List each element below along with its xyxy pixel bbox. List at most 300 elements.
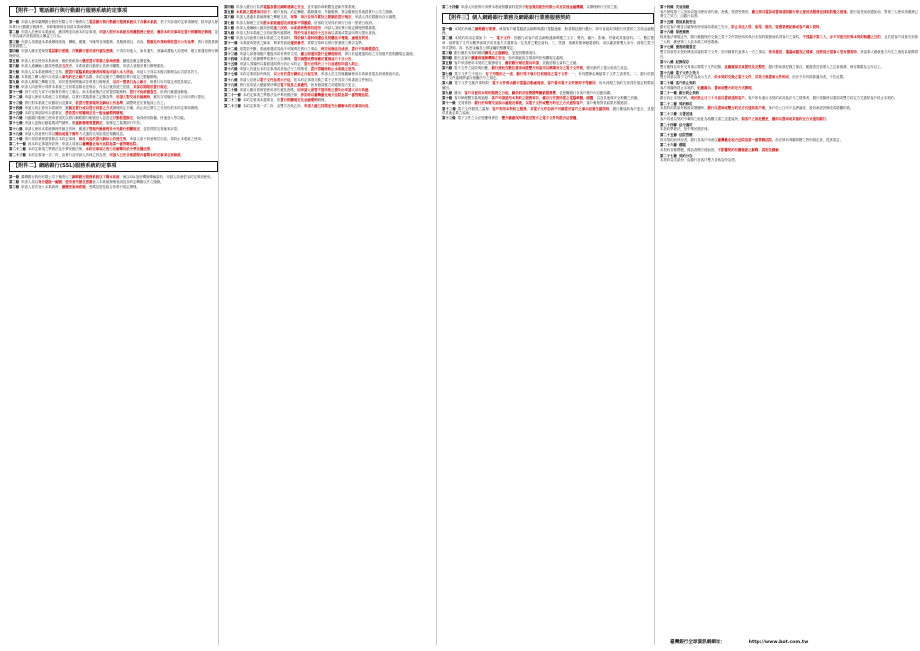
article-emphasis: 致交易無法完成者，貴行不負賠償責任 — [320, 46, 379, 51]
article-number: 第六條 — [9, 64, 20, 69]
article-emphasis: 依本契約交換之電子文件，其效力與書面文件相同 — [714, 75, 789, 80]
article-number: 第六條 — [224, 15, 235, 20]
contact-label: 臺灣銀行全球資訊網網址： — [670, 640, 726, 645]
article-item — [442, 107, 654, 116]
article-number: 第二十一條 — [660, 91, 677, 96]
article-number: 第十九條 — [224, 82, 238, 87]
article-item — [660, 30, 918, 44]
article-number: 第一條 — [442, 26, 453, 31]
article-text: 雙方同意以電子文件作為表示方法， — [660, 75, 715, 80]
article-number: 第七條 — [9, 69, 20, 74]
article-text: 申請人如發現帳戶遭盜用或有異常交易， — [239, 51, 301, 56]
article-item — [660, 102, 918, 111]
article-item — [9, 49, 218, 58]
article-number: 第九條 — [9, 79, 20, 84]
article-text: ，該當事人應就他方所生之損害負賠償責任。 — [660, 49, 919, 59]
article-item — [9, 132, 218, 137]
article-text: ，應於網頁上提示收到之訊息。 — [583, 66, 631, 71]
article-emphasis: 依貴行營業場所及網站公告為準 — [75, 100, 123, 105]
article-text: 客戶軟硬體安裝與風險： — [454, 96, 492, 101]
article-list — [442, 27, 654, 121]
article-emphasis: 限額及作業時間依貴行公告為準 — [146, 39, 195, 44]
article-number: 第二條 — [9, 29, 20, 34]
article-emphasis: 並應確保其真實性及完整性 — [724, 64, 766, 69]
article-item — [9, 111, 218, 116]
article-number: 第二條 — [9, 180, 20, 185]
article-text: 電子文件交換作業時限： — [454, 81, 493, 86]
article-heading: 法院管轄 — [678, 132, 693, 137]
article-text: 電子文件之不執行： — [454, 71, 486, 76]
article-text: ，原綁定之裝置即行失效。 — [102, 121, 144, 126]
article-number: 第十條 — [9, 85, 20, 90]
article-heading: 交易風險 — [675, 5, 690, 9]
article-item — [224, 78, 436, 83]
article-text: ，貴行得視業務需要調整之。 — [9, 39, 219, 49]
article-item — [660, 112, 918, 121]
article-emphasis: 經貴行電腦系統記錄者即視為申請人本人所為 — [65, 69, 134, 74]
article-emphasis: 客戶申請使用本契約之服務項目，應自行安裝所需之電腦軟體、硬體 — [491, 96, 594, 101]
article-item — [224, 83, 436, 88]
article-text: ，嗣後並應定期更換。 — [119, 59, 154, 64]
article-emphasis: 財金資訊股份有限公司及其他金融機構 — [525, 5, 584, 9]
article-emphasis: 事先約定之帳戶 — [61, 74, 86, 79]
article-text: 帳戶查詢、約定轉帳、繳納費用、外匯服務、基金服務及其他經貴行公告之服務。 — [273, 10, 396, 15]
article-emphasis: 應立即以電話或書面通知銀行停止使用該服務並採取防範之措施 — [751, 9, 847, 14]
article-number: 第二十一條 — [224, 93, 241, 98]
article-emphasis: 申請人對於本系統及相關服務之使用，應依本約定事項及貴行相關規定辦理 — [99, 29, 212, 34]
article-emphasis: 本系統之服務項目如下： — [236, 10, 274, 15]
article-emphasis: 得於交易日起四十五日內 — [293, 30, 332, 35]
article-text: 因不可抗力或不可歸責於貴行之事由，致本系統無法正常提供服務時， — [24, 90, 130, 95]
article-text: 申請人連續輸入錯誤密碼達 — [21, 64, 62, 69]
article-heading: 文書送達 — [678, 112, 693, 117]
article-emphasis: 防止非法入侵、取得、竄改、毀損業務紀錄或客戶個人資料 — [731, 24, 820, 29]
article-text: ，依下列各項約定事項辦理，除申請人使用貴行行動銀行服務外，其餘服務項目均經本系統辦理。 — [9, 20, 219, 29]
article-emphasis: 申請人確已詳閱並充分瞭解本約定事項內容 — [303, 103, 369, 108]
article-item — [224, 52, 436, 57]
article-text: 申請人同意貴行得將本系統之交易電話錄音並保存，作為日後查證之依據， — [21, 85, 134, 90]
article-emphasis: 達三次時，本系統即暫停其使用 — [273, 25, 321, 30]
article-text: 。 — [354, 67, 359, 72]
article-item — [9, 85, 218, 90]
article-text: 申請人連續輸入錯誤密碼 — [236, 25, 274, 30]
article-text: 。 — [351, 56, 355, 61]
article-emphasis: 每筆、每日及每月累計之限額依貴行規定 — [290, 15, 352, 20]
article-number: 第二十六條 — [660, 143, 677, 148]
article-list — [442, 5, 654, 10]
article-item — [442, 51, 654, 56]
article-number: 第一條 — [9, 175, 20, 180]
article-text: 雙方同意依本契約傳送或接收電子文件，因可歸責於當事人一方之事由， — [660, 49, 769, 54]
article-emphasis: 電話銀行密碼、行動銀行使用者代號及密碼 — [48, 49, 113, 54]
article-text: 本契約各條標題，僅為查閱方便而設， — [660, 147, 718, 152]
article-item — [660, 71, 918, 80]
article-emphasis: 銀行接收含數位簽章或經雙方同意用以辨識身分之電子文件後 — [491, 66, 584, 71]
article-number: 第一條 — [9, 20, 20, 24]
article-number: 第二十四條 — [442, 5, 459, 9]
article-text: 。 — [368, 36, 372, 41]
article-text: 銀行應於本契約載明 — [454, 50, 485, 55]
article-text: 客戶得隨時終止本契約， — [660, 85, 698, 90]
article-text: 本契約準據法，依中華民國法律。 — [660, 127, 711, 132]
article-text: ，不得告知他人；如有遺失、被竊或遭他人知悉時，應立即通知貴行辦理停用。 — [9, 49, 219, 58]
article-text: 。但法律有專屬管轄之特別規定者，從其規定。 — [771, 137, 844, 142]
article-emphasis: 貴行不負賠償責任 — [129, 90, 157, 95]
article-number: 第十八條 — [9, 126, 23, 131]
article-text: 除其他法律規定外，銀行應確保所交換之電子文件因使用或執行本契約服務而取得客戶之資料， — [660, 34, 803, 39]
article-number: 第十二條 — [224, 46, 238, 51]
website-link[interactable]: http://www.bot.com.tw — [748, 640, 809, 645]
article-item — [9, 121, 218, 126]
article-text: 本系統之轉入帳戶以申請人 — [21, 74, 62, 79]
article-text: ，係指客戶端電腦經由網路與銀行電腦連線，無須親赴銀行櫃台，即可直接取得銀行所提供之各項金融服務。 — [442, 26, 655, 36]
article-number: 第十九條 — [9, 131, 23, 136]
article-list — [224, 5, 436, 108]
article-text: 申請人對本系統之交易紀錄有疑義時， — [236, 30, 294, 35]
article-item — [442, 5, 654, 10]
article-number: 第三條 — [442, 50, 453, 55]
article-item — [224, 26, 436, 31]
article-item — [9, 40, 218, 49]
article-text: ，並不得為違法或損害他人權益之行為。 — [9, 29, 219, 39]
article-text: 以書面或電話向貴行提出查詢。 — [331, 30, 379, 35]
article-heading: 銀行終止契約 — [678, 91, 700, 96]
article-number: 第八條 — [224, 25, 235, 30]
article-number: 第九條 — [224, 30, 235, 35]
article-text: ，如有瑕疵致生損害時依相關規定處理。 — [505, 55, 567, 60]
article-text: ，客戶於七日內不為異議者，視同承認該修改或增刪約款。 — [765, 106, 854, 111]
article-text: ，但貴行應盡速修復。 — [156, 90, 191, 95]
article-item — [9, 175, 218, 180]
article-text: 申請人得透過本系統辦理查詢、轉帳、繳費、外匯等各項服務，其服務項目、內容、 — [21, 39, 147, 44]
article-number: 第三條 — [9, 185, 20, 190]
article-number: 第四條 — [9, 49, 20, 54]
article-number: 第十四條 — [9, 105, 23, 110]
article-text: 申請人辦理之交易 — [236, 20, 264, 25]
article-emphasis: 客戶自使用本契約服務之日起，願依約定收費標準繳納服務費 — [464, 91, 556, 96]
article-item — [660, 20, 918, 29]
article-number: 第二十二條 — [660, 101, 677, 106]
article-text: 者，本系統即自動停止其使用權限，申請人須親至貴行辦理重設。 — [68, 64, 167, 69]
article-number: 第九條 — [442, 91, 453, 96]
article-item — [224, 21, 436, 26]
article-emphasis: 僅供參考 — [290, 41, 304, 46]
article-number: 第二十七條 — [660, 153, 677, 158]
article-item — [9, 106, 218, 111]
article-emphasis: 管理外匯條例及中央銀行相關規定 — [88, 126, 140, 131]
article-item — [442, 36, 654, 50]
article-number: 第四條 — [224, 5, 235, 9]
article-emphasis: 臺灣臺北地方法院為第一審管轄法院 — [717, 137, 772, 142]
article-text: 。銀行接受前項通知前，對第三人使用該服務已發生之效力，由銀行負責。 — [660, 9, 919, 19]
article-list — [9, 20, 218, 157]
article-text: 電子文件錯誤之處理： — [457, 106, 493, 111]
article-text: 申請人更換行動裝置或門號時，應 — [24, 121, 76, 126]
article-text: 申請人同意以 — [239, 77, 260, 82]
article-item — [660, 143, 918, 152]
article-text: 。 — [136, 142, 140, 147]
article-emphasis: 五次 — [61, 64, 69, 69]
article-number: 第二十二條 — [9, 147, 26, 152]
article-emphasis: 修訂內容於貴行網站公告後生效 — [78, 136, 127, 141]
article-item — [442, 27, 654, 36]
article-text: 。客戶如有違反本契約或其他法令之情事者，銀行得隨時以書面或雙方約定方式通知客戶終止本契約。 — [744, 96, 898, 100]
article-item — [9, 147, 218, 152]
article-emphasis: 申請人已於合理期間內審閱本約定事項全部條款 — [109, 152, 181, 157]
article-emphasis: 貴行調整收費時應於實施前六十日公告 — [293, 56, 352, 61]
article-emphasis: 以公告於貴行網站之日起生效 — [273, 72, 318, 77]
article-item — [9, 137, 218, 142]
article-text: ，申請人得於限額內自行調整。 — [351, 15, 399, 20]
article-text: ：指銀行或客戶經由網路連線傳遞之文字、聲音、圖片、影像、符號或其他資料。二、數位簽章：指將電子文件以數學演算法或其他方式運算為一定長度之數位資料。三、憑證：指載有簽章驗證資料，用以確認簽署人身分、資格之電子形式證明。四、私密金鑰及公開金鑰依相關規定。 — [442, 36, 655, 50]
article-number: 第十三條 — [224, 51, 238, 56]
article-text: ，申請人如不同意修訂內容，得終止本系統之使用。 — [126, 136, 205, 141]
article-text: 辦理終止手續，終止前已發生之交易仍依本約定事項辦理。 — [112, 105, 201, 110]
article-number: 第十五條 — [9, 111, 23, 115]
article-emphasis: 身分證統一編號、使用者代號及密碼 — [38, 180, 93, 185]
article-emphasis: 致有遲延、遺漏或錯誤之情事，而致他方當事人受有損害時 — [768, 49, 857, 54]
article-text: 客戶申請使用本契約之服務項目， — [454, 61, 506, 66]
article-text: 申請人得隨時以書面通知貴行終止本約定， — [239, 62, 304, 67]
article-item — [442, 116, 654, 121]
article-number: 第十六條 — [224, 67, 238, 72]
article-list — [9, 175, 218, 190]
article-item — [224, 88, 436, 93]
column-4 — [657, 5, 920, 646]
article-text: 雙方應保存所有交易指示類電子文件紀錄， — [660, 64, 725, 69]
article-text: 交易核對： — [457, 101, 475, 106]
article-number: 第十三條 — [9, 100, 23, 105]
article-item — [224, 47, 436, 52]
article-text: 本系統所提供之匯率、利率等資訊 — [239, 41, 291, 46]
article-number: 第六條 — [442, 66, 453, 71]
article-text: 銀行終止本契約時， — [660, 96, 691, 100]
article-item — [9, 101, 218, 106]
article-text: 申請人應自行負責 — [236, 5, 264, 9]
article-text: 本系統之收費標準依貴行公告辦理， — [239, 56, 294, 61]
article-emphasis: 應立即通知貴行並辦理停用 — [300, 51, 342, 56]
article-text: ，始得使用推播、快速登入等功能。 — [133, 116, 188, 121]
article-item — [224, 72, 436, 77]
article-text: ，係以SSL加密機制傳輸資料，申請人同意依本約定事項使用。 — [119, 175, 214, 180]
article-text: ，申請人於生效後繼續使用本系統者視為同意修改內容。 — [317, 72, 403, 77]
article-number: 第八條 — [442, 81, 453, 86]
article-text: 本契約約款如有修改或增刪時， — [660, 106, 708, 111]
article-number: 第十一條 — [224, 41, 238, 46]
article-text: 申請人首次登入本系統時， — [21, 185, 62, 190]
article-item — [9, 70, 218, 75]
article-text: ，銀行應協助客戶更正，並提供其他必要之協助。 — [442, 106, 655, 116]
section-title-ssl: 【附件二】網路銀行(SSL)服務系統約定事項 — [9, 161, 218, 172]
article-text: 。 — [778, 147, 783, 152]
article-number: 第四條 — [442, 55, 453, 60]
article-text: 。 — [819, 24, 823, 29]
article-number: 第十三條 — [442, 116, 456, 121]
article-item — [224, 5, 436, 10]
article-item — [224, 15, 436, 20]
article-number: 第十七條 — [224, 72, 238, 77]
article-text: 申請人以本系統辦理之交易， — [21, 69, 66, 74]
article-emphasis: 不影響契約有關條款之解釋、說明及瞭解 — [717, 147, 779, 152]
article-number: 第十二條 — [9, 95, 23, 100]
section-title-phone-banking: 【附件一】電話銀行與行動銀行服務系統約定事項 — [9, 6, 218, 17]
article-number: 第十八條 — [660, 60, 674, 65]
article-item — [660, 91, 918, 100]
article-heading: 電子文件之效力 — [675, 70, 700, 75]
article-item — [660, 133, 918, 142]
article-item — [660, 5, 918, 19]
article-text: 申請人同意貴行得以 — [24, 131, 56, 136]
article-heading: 保密義務 — [675, 30, 690, 35]
article-text: 。 — [751, 85, 755, 90]
article-number: 第十六條 — [660, 30, 674, 35]
article-text: 。 — [368, 88, 372, 92]
article-number: 第十八條 — [224, 77, 238, 82]
article-number: 第二十三條 — [224, 103, 241, 108]
article-text: ，依本約定事項交換之電子文件其效力與書面文件相同。 — [290, 77, 376, 82]
article-item — [442, 72, 654, 81]
article-emphasis: 重新辦理裝置綁定 — [75, 121, 103, 126]
article-item — [224, 57, 436, 62]
article-text: 。 — [368, 93, 372, 98]
article-text: 本約定事項之準據法為中華民國法律， — [27, 147, 86, 152]
article-text: 電子文件之合法授權與責任： — [457, 116, 502, 121]
article-item — [442, 66, 654, 71]
article-item — [9, 64, 218, 69]
article-emphasis: 電子文件係由銀行電腦自動處理者，客戶發出電子文件後即不得撤回 — [492, 81, 596, 86]
article-text: 辦理。 — [317, 98, 328, 103]
article-item — [224, 98, 436, 103]
article-emphasis: 應依銀行規定提出申請 — [505, 61, 539, 66]
article-text: ，以及其他與安全相關之設備。 — [593, 96, 641, 101]
article-emphasis: 因申請人保管不當所致之損失由申請人自行負擔 — [297, 88, 369, 92]
article-item — [9, 127, 218, 132]
article-text: 申請人得以 — [21, 180, 39, 185]
article-list — [660, 5, 918, 163]
article-text: 因本約定事項涉訟時，申請人同意以 — [27, 142, 83, 147]
article-number: 第十七條 — [9, 121, 23, 126]
article-text: 因本契約而涉訟者，銀行及客戶同意以 — [660, 137, 718, 142]
article-text: ，但預約交易得於執行日前一營業日取消。 — [310, 20, 376, 25]
article-text: ，且於經客戶同意告知第三人時，應使第三人負本條之保密義務。 — [660, 34, 919, 44]
article-text: 客戶發現第三人冒用或盜用使用者代號、密碼、憑證等情形， — [660, 9, 752, 14]
article-item — [442, 81, 654, 90]
column-1 — [6, 5, 221, 646]
article-text: 。 — [358, 62, 362, 67]
article-number: 第二十二條 — [224, 98, 241, 103]
article-number: 第十五條 — [224, 62, 238, 67]
article-heading: 損害賠償責任 — [675, 45, 696, 50]
article-emphasis: 經本系統確認完成後即不得撤銷 — [263, 20, 311, 25]
article-text: 本約定事項未盡事宜，依 — [242, 98, 281, 103]
article-number: 第五條 — [9, 59, 20, 64]
article-emphasis: 變更貴行寄發之原始密碼 — [82, 59, 120, 64]
article-text: 行動銀行服務之使用者須先以貴行網路銀行帳號登入並設定 — [24, 116, 113, 121]
column-3 — [439, 5, 657, 646]
article-text: ，實際交易時以貴行營業時之牌告為準。 — [303, 41, 366, 46]
article-text: 申請人同意貴行就本系統之交易資料， — [236, 36, 294, 41]
article-text: ，申請人不得以未親自辦理為由否認其效力。 — [133, 69, 201, 74]
article-item — [9, 75, 218, 80]
article-emphasis: 以次一營業日為入帳日 — [112, 79, 147, 84]
article-text: ，貴行於接獲通知前之交易損失依相關規定處理。 — [341, 51, 416, 56]
article-text: 因電信中斷、系統維護或其他不可歸責於貴行之事由， — [239, 46, 321, 51]
article-emphasis: 網頁之正確網址 — [484, 50, 509, 55]
article-item — [660, 81, 918, 90]
article-text: 本約定事項如有修改， — [239, 72, 274, 77]
article-text: 。 — [378, 46, 382, 51]
article-item — [9, 30, 218, 39]
article-heading: 紀錄保存 — [675, 60, 690, 65]
article-emphasis: 行動裝置綁定 — [112, 116, 134, 121]
article-item — [9, 20, 218, 29]
article-text: ，並提供服務項目。 — [508, 50, 539, 55]
article-item — [9, 185, 218, 190]
article-text: 客戶同意以契約中載明之地址為相關文書之送達處所， — [660, 116, 742, 121]
contact-line — [670, 639, 808, 645]
article-text: ，如有錯誤應立即通知他方更正。 — [307, 82, 359, 87]
article-text: 登入本系統辦理查詢及非約定轉帳以外之服務。 — [92, 180, 164, 185]
article-text: 申請人於使用本系統前，應詳閱並同意本約定事項， — [21, 29, 100, 34]
article-item — [660, 45, 918, 59]
article-item — [442, 91, 654, 96]
article-text: ，並授權銀行自客戶帳戶內自動扣繳。 — [555, 91, 614, 96]
article-item — [660, 60, 918, 69]
article-number: 第十九條 — [660, 70, 674, 75]
article-text: 本約定事項如有未盡事宜， — [24, 111, 66, 115]
article-emphasis: 電子文件為表示方法 — [259, 77, 291, 82]
article-text: 費用： — [454, 91, 465, 96]
article-text: 申請人應妥善保管 — [21, 49, 49, 54]
article-text: 電子文件之接收與回應， — [454, 66, 492, 71]
article-text: ，密碼長度及組合依貴行規定辦理。 — [85, 185, 140, 190]
column-2 — [221, 5, 439, 646]
article-emphasis: 其保存期限依貴行規定 — [133, 85, 167, 90]
article-text: ，客戶應核對其結果有無錯誤。 — [583, 101, 631, 106]
article-emphasis: 本約定事項之效力及解釋均依中華民國法律 — [85, 147, 151, 152]
article-text: ，以辦理跨行交易之需。 — [583, 5, 621, 9]
article-emphasis: 電腦設備及網路連線之安全 — [263, 5, 304, 9]
article-text: ，並確認個人資料之正確。 — [538, 61, 580, 66]
article-number: 第十條 — [442, 96, 453, 101]
article-text: ，申請人須依貴行規定辦理密碼重置。 — [320, 25, 379, 30]
article-number: 第二十五條 — [660, 132, 677, 137]
article-emphasis: 簡訊或電子郵件 — [55, 131, 79, 136]
article-number: 第十六條 — [9, 116, 23, 121]
article-emphasis: 應確保連線機制之安全 — [471, 55, 506, 60]
article-number: 第二十條 — [224, 88, 238, 92]
article-heading: 法令適用 — [678, 122, 693, 127]
article-item — [660, 154, 918, 163]
article-text: 。 — [166, 85, 171, 90]
article-number: 第二十條 — [9, 136, 23, 141]
article-heading: 契約分存 — [678, 153, 693, 158]
article-item — [224, 31, 436, 36]
article-number: 第五條 — [224, 10, 235, 15]
article-number: 第十七條 — [660, 45, 674, 50]
article-text: ：一、有具體理由懷疑電子文件之真實性。二、銀行依據電子文件處理將違反相關法令之規定。 — [442, 71, 655, 81]
article-emphasis: 電子訊息之真確性 — [280, 82, 308, 87]
article-emphasis: 得依個人資料保護法及相關法令蒐集、處理及利用 — [293, 36, 369, 41]
article-emphasis: 客戶利用本契約之服務，其電子文件如因不可歸責於客戶之事由而發生錯誤時 — [492, 106, 610, 111]
article-item — [224, 104, 436, 109]
article-emphasis: 貴行得隨時終止本系統之使用 — [310, 67, 355, 72]
article-text: 申請人透過本系統辦理之轉帳交易， — [236, 15, 291, 20]
article-emphasis: 一、電子文件 — [489, 36, 511, 41]
article-emphasis: 有下列情形之一者，銀行得不執行任何接收之電子文件 — [485, 71, 568, 76]
article-text: ，並安裝防毒軟體及更新作業系統。 — [303, 5, 359, 9]
article-text: 銀行及客戶應各自確保所使用資訊系統之安全， — [660, 24, 732, 29]
